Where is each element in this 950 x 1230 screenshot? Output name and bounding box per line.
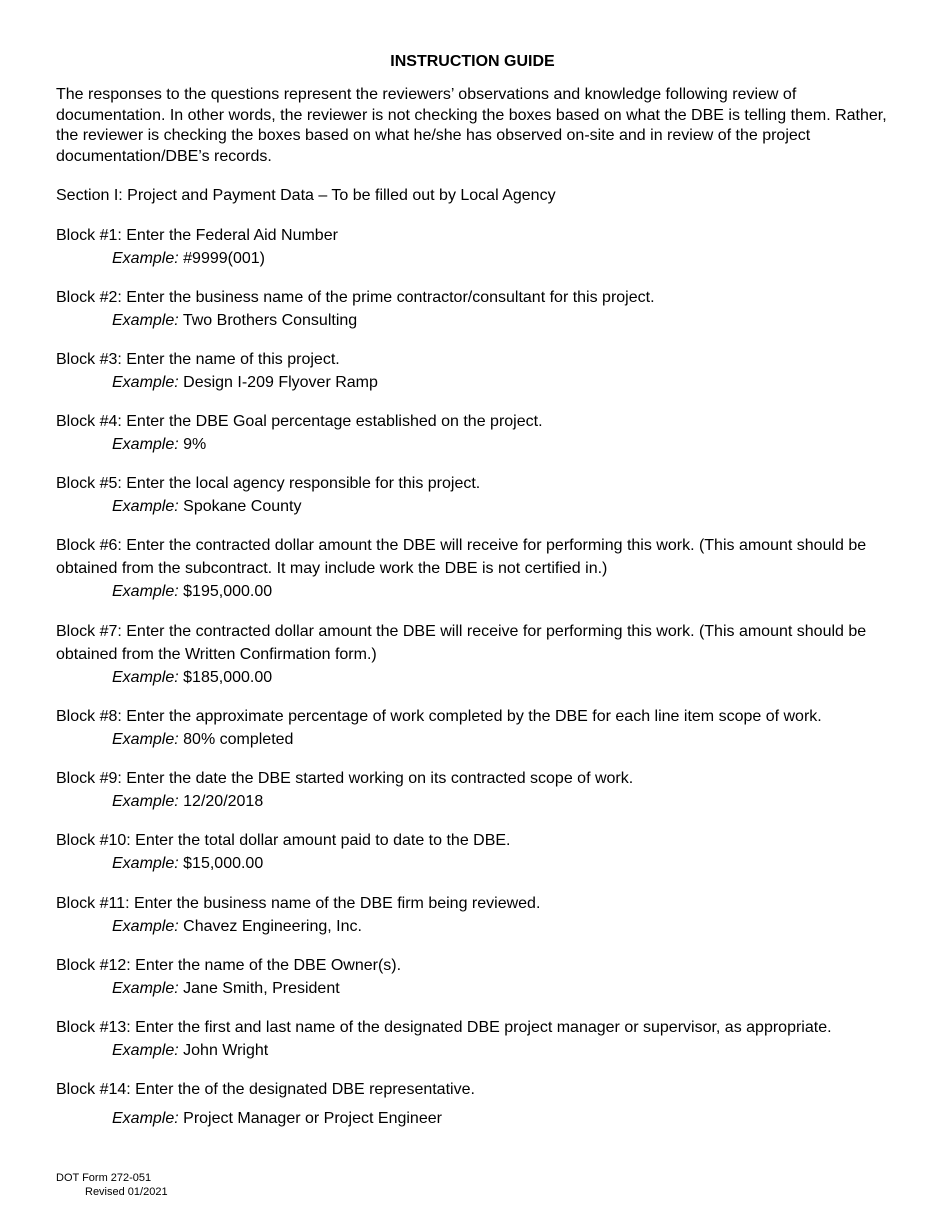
block-example [56, 433, 896, 456]
example-value: $15,000.00 [178, 855, 264, 872]
example-label: Example: [112, 1110, 179, 1127]
block-5 [56, 472, 896, 518]
block-instruction: Block #6: Enter the contracted dollar amount the DBE will receive for performing this work. (This amount should be obtained from the subcontract. It may include work the DBE is not certified in.) [56, 537, 867, 577]
example-value: 12/20/2018 [178, 793, 264, 810]
block-instruction: Block #12: Enter the name of the DBE Owner(s). [56, 957, 402, 974]
example-value: $195,000.00 [178, 583, 273, 600]
block-example [56, 309, 896, 332]
block-example [56, 728, 896, 751]
block-6 [56, 534, 896, 603]
block-example [56, 915, 896, 938]
block-instruction: Block #5: Enter the local agency responsible for this project. [56, 475, 481, 492]
block-example [56, 790, 896, 813]
example-value: Design I-209 Flyover Ramp [178, 374, 378, 391]
example-label: Example: [112, 250, 179, 267]
example-label: Example: [112, 1042, 179, 1059]
example-label: Example: [112, 498, 179, 515]
example-value: Spokane County [178, 498, 302, 515]
block-instruction: Block #8: Enter the approximate percentage of work completed by the DBE for each line item scope of work. [56, 708, 822, 725]
example-value: Two Brothers Consulting [178, 312, 358, 329]
block-instruction: Block #9: Enter the date the DBE started working on its contracted scope of work. [56, 770, 634, 787]
block-instruction: Block #3: Enter the name of this project. [56, 351, 340, 368]
block-example [56, 852, 896, 875]
block-example [56, 495, 896, 518]
block-example [56, 371, 896, 394]
example-label: Example: [112, 436, 179, 453]
block-instruction: Block #7: Enter the contracted dollar amount the DBE will receive for performing this work. (This amount should be obtained from the Written Confirmation form.) [56, 623, 867, 663]
example-label: Example: [112, 918, 179, 935]
block-example [56, 1039, 896, 1062]
example-value: 80% completed [178, 731, 294, 748]
example-label: Example: [112, 669, 179, 686]
block-11 [56, 892, 896, 938]
block-instruction: Block #1: Enter the Federal Aid Number [56, 227, 338, 244]
block-example [56, 580, 896, 603]
example-value: Chavez Engineering, Inc. [178, 918, 362, 935]
block-14 [56, 1078, 896, 1130]
example-label: Example: [112, 980, 179, 997]
page-footer [56, 1171, 168, 1199]
block-instruction: Block #14: Enter the of the designated DBE representative. [56, 1081, 475, 1098]
example-label: Example: [112, 855, 179, 872]
example-value: Jane Smith, President [178, 980, 340, 997]
example-value: Project Manager or Project Engineer [178, 1110, 442, 1127]
block-3 [56, 348, 896, 394]
block-8 [56, 705, 896, 751]
block-12 [56, 954, 896, 1000]
block-9 [56, 767, 896, 813]
block-instruction: Block #2: Enter the business name of the prime contractor/consultant for this project. [56, 289, 655, 306]
block-example [56, 1107, 896, 1130]
example-label: Example: [112, 731, 179, 748]
example-label: Example: [112, 583, 179, 600]
form-number: DOT Form 272-051 [56, 1172, 152, 1184]
example-label: Example: [112, 374, 179, 391]
example-value: John Wright [178, 1042, 269, 1059]
block-4 [56, 410, 896, 456]
example-value: 9% [178, 436, 207, 453]
block-instruction: Block #10: Enter the total dollar amount paid to date to the DBE. [56, 832, 511, 849]
page-title: INSTRUCTION GUIDE [390, 53, 555, 70]
block-1 [56, 224, 896, 270]
block-7 [56, 620, 896, 689]
block-2 [56, 286, 896, 332]
block-10 [56, 829, 896, 875]
block-instruction: Block #13: Enter the first and last name of the designated DBE project manager or supervisor, as appropriate. [56, 1019, 832, 1036]
example-label: Example: [112, 793, 179, 810]
example-value: $185,000.00 [178, 669, 273, 686]
intro-paragraph: The responses to the questions represent the reviewers’ observations and knowledge following review of documentation. In other words, the reviewer is not checking the boxes based on what the DBE is telling them. Rather, the reviewer is checking the boxes based on what he/she has observed on-site and in review of the project documentation/DBE’s records. [56, 86, 887, 165]
block-example [56, 247, 896, 270]
block-example [56, 977, 896, 1000]
example-value: #9999(001) [178, 250, 265, 267]
section-heading: Section I: Project and Payment Data – To be filled out by Local Agency [56, 187, 556, 204]
block-instruction: Block #11: Enter the business name of the DBE firm being reviewed. [56, 895, 541, 912]
revision-date: Revised 01/2021 [85, 1186, 168, 1198]
example-label: Example: [112, 312, 179, 329]
block-13 [56, 1016, 896, 1062]
block-instruction: Block #4: Enter the DBE Goal percentage established on the project. [56, 413, 543, 430]
block-example [56, 666, 896, 689]
